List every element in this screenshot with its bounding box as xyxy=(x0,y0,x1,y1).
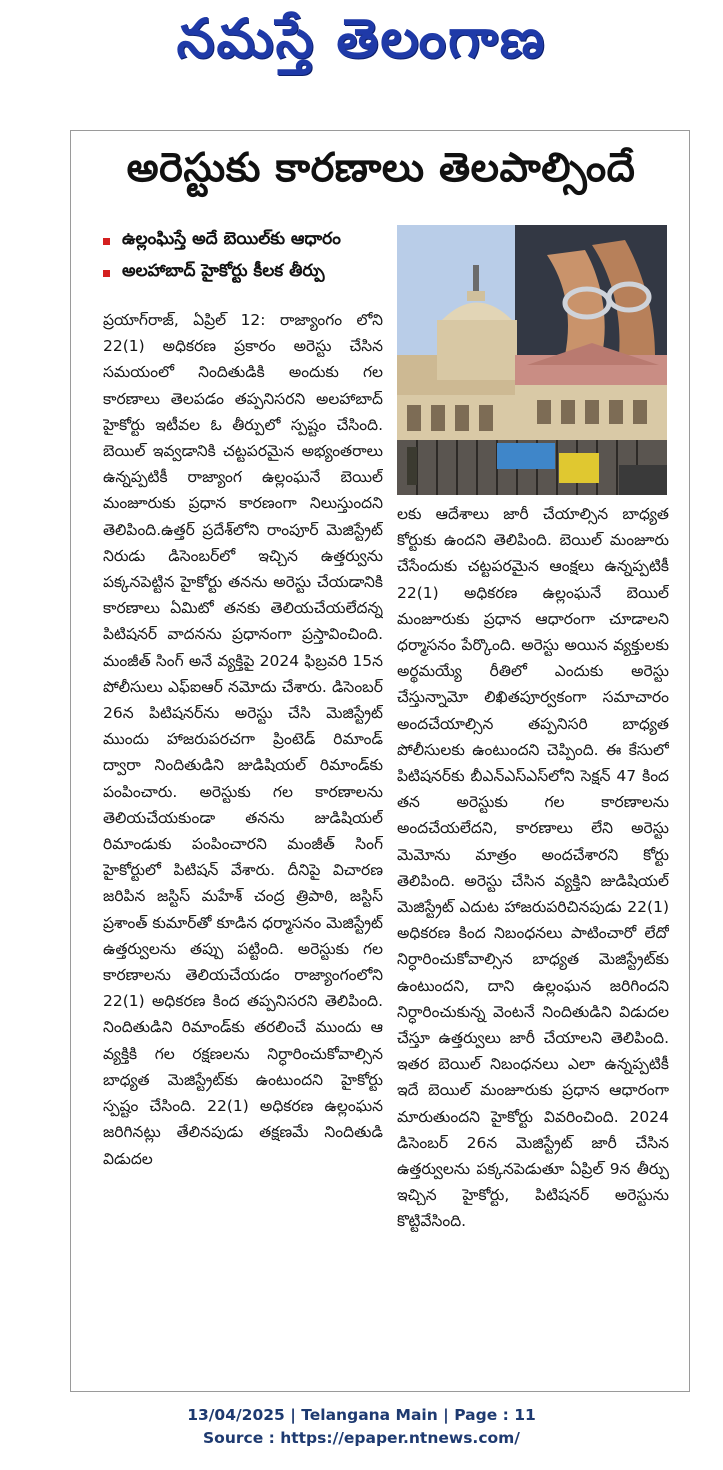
bullet-square-icon xyxy=(103,270,110,277)
masthead-logo: నమస్తే తెలంగాణ xyxy=(176,6,547,70)
article-clipping xyxy=(70,130,690,1392)
bullet-square-icon xyxy=(103,238,110,245)
article-body-left-column xyxy=(103,307,383,1392)
edition-info: 13/04/2025 | Telangana Main | Page : 11 xyxy=(187,1406,536,1424)
article-headline: అరెస్టుకు కారణాలు తెలపాల్సిందే xyxy=(126,145,636,191)
article-photo xyxy=(397,225,667,495)
source-link: Source : https://epaper.ntnews.com/ xyxy=(203,1429,520,1447)
court-handcuffs-photo xyxy=(397,225,667,495)
article-paragraph: లకు ఆదేశాలు జారీ చేయాల్సిన బాధ్యత కోర్టుకు ఉందని తెలిపింది. బెయిల్‌ మంజూరు చేసేందుకు చట్టపరమైన ఆంక్షలు ఉన్నప్పటికీ 22(1) అధికరణ ఉల్లంఘనే బెయిల్‌ మంజూరుకు ప్రధాన ఆధారంగా చూడాలని ధర్మాసనం పేర్కొంది. అరెస్టు అయిన వ్యక్తులకు అర్థమయ్యే రీతిలో ఎందుకు అరెస్టు చేస్తున్నామో లిఖితపూర్వకంగా సమాచారం అందచేయాల్సిన తప్పనిసరి బాధ్యత పోలీసులకు ఉంటుందని చెప్పింది. ఈ కేసులో పిటిషనర్‌కు బీఎన్‌ఎస్‌ఎస్‌లోని సెక్షన్‌ 47 కింద తన అరెస్టుకు గల కారణాలను అందచేయలేదని, కారణాలు లేని అరెస్టు మెమోను మాత్రం అందచేశారని కోర్టు తెలిపింది. అరెస్టు చేసిన వ్యక్తిని జుడిషియల్‌ మెజిస్ట్రేట్‌ ఎదుట హాజరుపరిచినపుడు 22(1) అధికరణ కింద నిబంధనలు పాటించారో లేదో నిర్ధారించుకోవాల్సిన బాధ్యత మెజిస్ట్రేట్‌కు ఉంటుందని, దాని ఉల్లంఘన జరిగిందని నిర్ధారించుకున్న వెంటనే నిందితుడిని విడుదల చేస్తూ ఉత్తర్వులు జారీ చేయాలని తెలిపింది. ఇతర బెయిల్‌ నిబంధనలు ఎలా ఉన్నప్పటికీ ఇదే బెయిల్‌ మంజూరుకు ప్రధాన ఆధారంగా మారుతుందని హైకోర్టు వివరించింది. 2024 డిసెంబర్‌ 26న మెజిస్ట్రేట్‌ జారీ చేసిన ఉత్తర్వులను పక్కనపెడుతూ ఏప్రిల్‌ 9న తీర్పు ఇచ్చిన హైకోర్టు, పిటిషనర్‌ అరెస్టును కొట్టివేసింది. xyxy=(397,505,669,1231)
highlight-text: ఉల్లంఘిస్తే అదే బెయిల్‌కు ఆధారం xyxy=(122,229,341,249)
masthead xyxy=(0,4,723,86)
page-footer xyxy=(0,1404,723,1450)
article-body-right-column xyxy=(397,501,669,1391)
highlight-text: అలహాబాద్‌ హైకోర్టు కీలక తీర్పు xyxy=(122,261,325,281)
article-highlights xyxy=(103,227,393,291)
highlight-item xyxy=(103,227,393,255)
highlight-item xyxy=(103,259,393,287)
article-paragraph: ప్రయాగ్‌రాజ్‌, ఏప్రిల్‌ 12: రాజ్యాంగం లోని 22(1) అధికరణ ప్రకారం అరెస్టు చేసిన సమయంలో నిందితుడికి అందుకు గల కారణాలు తెలపడం తప్పనిసరని అలహాబాద్‌ హైకోర్టు ఇటీవల ఓ తీర్పులో స్పష్టం చేసింది. బెయిల్‌ ఇవ్వడానికి చట్టపరమైన అభ్యంతరాలు ఉన్నప్పటికీ రాజ్యాంగ ఉల్లంఘనే బెయిల్‌ మంజూరుకు ప్రధాన కారణంగా నిలుస్తుందని తెలిపింది.ఉత్తర్‌ ప్రదేశ్‌లోని రాంపూర్‌ మెజిస్ట్రేట్‌ నిరుడు డిసెంబర్‌లో ఇచ్చిన ఉత్తర్వును పక్కనపెట్టిన హైకోర్టు తనను అరెస్టు చేయడానికి కారణాలు ఏమిటో తనకు తెలియచేయలేదన్న పిటిషనర్‌ వాదనను ప్రధానంగా ప్రస్తావించింది. మంజీత్‌ సింగ్‌ అనే వ్యక్తిపై 2024 ఫిబ్రవరి 15న పోలీసులు ఎఫ్‌ఐఆర్‌ నమోదు చేశారు. డిసెంబర్‌ 26న పిటిషనర్‌ను అరెస్టు చేసి మెజిస్ట్రేట్‌ ముందు హాజరుపరచగా ప్రింటెడ్‌ రిమాండ్‌ ద్వారా నిందితుడిని జుడిషియల్‌ రిమాండ్‌కు పంపించారు. అరెస్టుకు గల కారణాలను తెలియచేయకుండా తనను జుడిషియల్‌ రిమాండుకు పంపించారని మంజీత్‌ సింగ్‌ హైకోర్టులో పిటిషన్‌ వేశారు. దీనిపై విచారణ జరిపిన జస్టిస్‌ మహేశ్‌ చంద్ర త్రిపాఠి, జస్టిస్‌ ప్రశాంత్‌ కుమార్‌తో కూడిన ధర్మాసనం మెజిస్ట్రేట్‌ ఉత్తర్వులను తప్పు పట్టింది. అరెస్టుకు గల కారణాలను తెలియచేయడం రాజ్యాంగంలోని 22(1) అధికరణ కింద తప్పనిసరని తెలిపింది. నిందితుడిని రిమాండ్‌కు తరలించే ముందు ఆ వ్యక్తికి గల రక్షణలను నిర్ధారించుకోవాల్సిన బాధ్యత మెజిస్ట్రేట్‌కు ఉంటుందని హైకోర్టు స్పష్టం చేసింది. 22(1) అధికరణ ఉల్లంఘన జరిగినట్లు తేలినపుడు తక్షణమే నిందితుడి విడుదల xyxy=(103,311,383,1168)
